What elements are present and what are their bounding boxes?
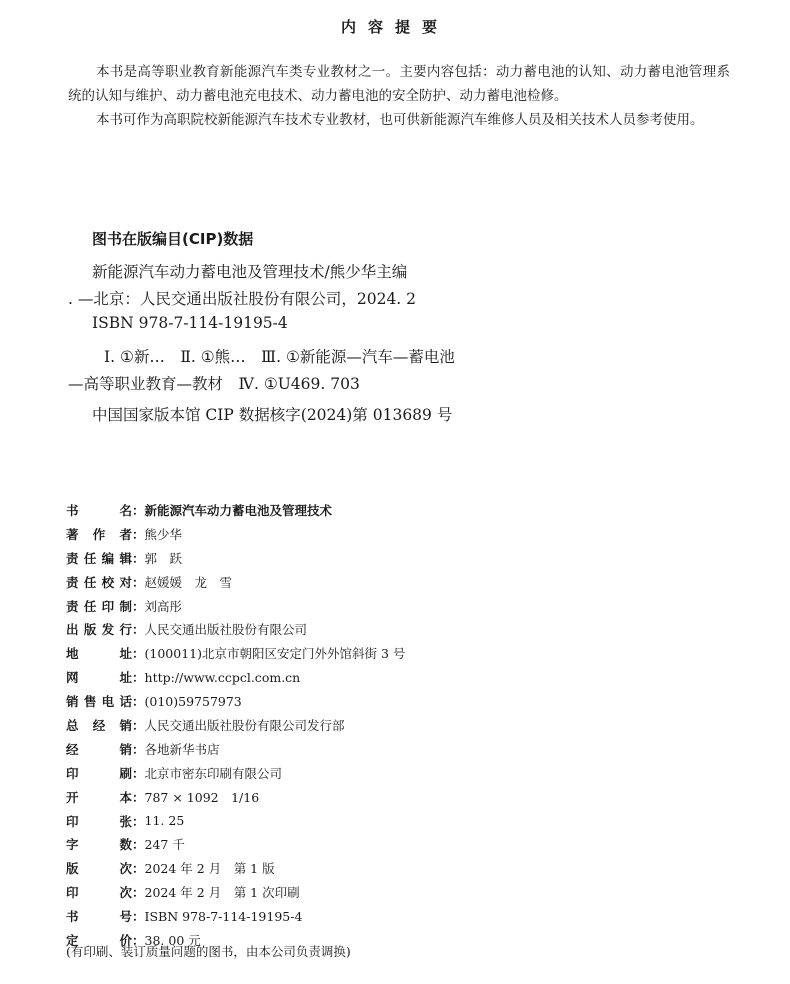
cip-line-classification-1: Ⅰ. ①新… Ⅱ. ①熊… Ⅲ. ①新能源—汽车—蓄电池: [104, 348, 455, 366]
summary-title: 内容提要: [340, 18, 449, 36]
colophon-value: 刘高彤: [144, 598, 183, 614]
colophon-label: 地址: [66, 646, 132, 662]
colophon-colon: ：: [132, 813, 145, 829]
colophon-colon: ：: [132, 837, 145, 853]
colophon-value: 各地新华书店: [144, 741, 220, 757]
colophon-value: 787 × 1092 1/16: [144, 789, 260, 805]
colophon-colon: ：: [132, 670, 145, 686]
colophon-colon: ：: [132, 909, 145, 925]
colophon-label: 书号: [66, 909, 132, 925]
colophon-row: [66, 832, 405, 856]
colophon-colon: ：: [132, 574, 145, 590]
colophon-colon: ：: [132, 502, 145, 518]
colophon-value: 11. 25: [144, 813, 185, 829]
colophon-value: (100011)北京市朝阳区安定门外外馆斜街 3 号: [144, 646, 406, 662]
colophon-row: [66, 689, 405, 713]
colophon-label: 著作者: [66, 526, 132, 542]
colophon-label: 网址: [66, 670, 132, 686]
cip-heading: 图书在版编目(CIP)数据: [92, 230, 254, 248]
colophon-colon: ：: [132, 646, 145, 662]
colophon-colon: ：: [132, 526, 145, 542]
colophon-label: 书名: [66, 502, 132, 518]
colophon-label: 印张: [66, 813, 132, 829]
colophon-row: [66, 809, 405, 833]
colophon-value: 郭 跃: [144, 550, 183, 566]
colophon-colon: ：: [132, 717, 145, 733]
colophon-value: 人民交通出版社股份有限公司: [144, 622, 308, 638]
summary-paragraph-1: 本书是高等职业教育新能源汽车类专业教材之一。主要内容包括：动力蓄电池的认知、动力蓄电池管理系统的认知与维护、动力蓄电池充电技术、动力蓄电池的安全防护、动力蓄电池检修。: [68, 64, 730, 104]
summary-paragraph-2: 本书可作为高职院校新能源汽车技术专业教材，也可供新能源汽车维修人员及相关技术人员参考使用。: [96, 112, 704, 128]
colophon-value: 赵媛媛 龙 雪: [144, 574, 233, 590]
colophon-label: 出版发行: [66, 622, 132, 638]
colophon-colon: ：: [132, 789, 145, 805]
colophon-value: 人民交通出版社股份有限公司发行部: [144, 717, 345, 733]
colophon-value: http://www.ccpcl.com.cn: [144, 669, 301, 685]
colophon-colon: ：: [132, 885, 145, 901]
colophon-row: [66, 713, 405, 737]
colophon-label: 总经销: [66, 717, 132, 733]
colophon-colon: ：: [132, 598, 145, 614]
colophon-colon: ：: [132, 622, 145, 638]
colophon-label: 印次: [66, 885, 132, 901]
colophon-row: [66, 856, 405, 880]
colophon-label: 定价: [66, 932, 132, 948]
colophon-row: [66, 761, 405, 785]
colophon-row: [66, 665, 405, 689]
colophon-row: [66, 498, 405, 522]
colophon-label: 销售电话: [66, 694, 132, 710]
colophon-value: 新能源汽车动力蓄电池及管理技术: [144, 502, 333, 518]
colophon-label: 责任校对: [66, 574, 132, 590]
colophon-value: 北京市密东印刷有限公司: [144, 765, 283, 781]
colophon-label: 版次: [66, 861, 132, 877]
colophon-colon: ：: [132, 694, 145, 710]
colophon-table: [66, 498, 405, 952]
colophon-row: [66, 546, 405, 570]
colophon-row: [66, 617, 405, 641]
colophon-row: [66, 785, 405, 809]
colophon-value: ISBN 978-7-114-19195-4: [144, 908, 303, 924]
cip-line-classification-2: —高等职业教育—教材 Ⅳ. ①U469. 703: [68, 375, 360, 393]
colophon-label: 经销: [66, 741, 132, 757]
colophon-colon: ：: [132, 861, 145, 877]
colophon-label: 印刷: [66, 765, 132, 781]
cip-line-record-number: 中国国家版本馆 CIP 数据核字(2024)第 013689 号: [92, 406, 453, 424]
colophon-value: 熊少华: [144, 526, 183, 542]
colophon-row: [66, 904, 405, 928]
colophon-label: 责任编辑: [66, 550, 132, 566]
colophon-value: 38. 00 元: [144, 932, 201, 948]
colophon-colon: ：: [132, 550, 145, 566]
quality-notice: (有印刷、装订质量问题的图书，由本公司负责调换): [66, 944, 351, 959]
colophon-row: [66, 522, 405, 546]
colophon-row: [66, 880, 405, 904]
colophon-label: 责任印制: [66, 598, 132, 614]
colophon-colon: ：: [132, 932, 145, 948]
colophon-label: 开本: [66, 789, 132, 805]
colophon-label: 字数: [66, 837, 132, 853]
colophon-value: 247 千: [144, 837, 185, 853]
colophon-value: (010)59757973: [144, 693, 242, 709]
colophon-colon: ：: [132, 765, 145, 781]
cip-line-isbn: ISBN 978-7-114-19195-4: [92, 314, 288, 332]
colophon-row: [66, 570, 405, 594]
colophon-row: [66, 641, 405, 665]
colophon-row: [66, 737, 405, 761]
colophon-colon: ：: [132, 741, 145, 757]
cip-line-title: 新能源汽车动力蓄电池及管理技术/熊少华主编: [92, 263, 408, 281]
cip-line-publisher: . —北京：人民交通出版社股份有限公司，2024. 2: [68, 290, 417, 308]
colophon-value: 2024 年 2 月 第 1 次印刷: [144, 885, 300, 901]
colophon-value: 2024 年 2 月 第 1 版: [144, 861, 275, 877]
colophon-row: [66, 594, 405, 618]
